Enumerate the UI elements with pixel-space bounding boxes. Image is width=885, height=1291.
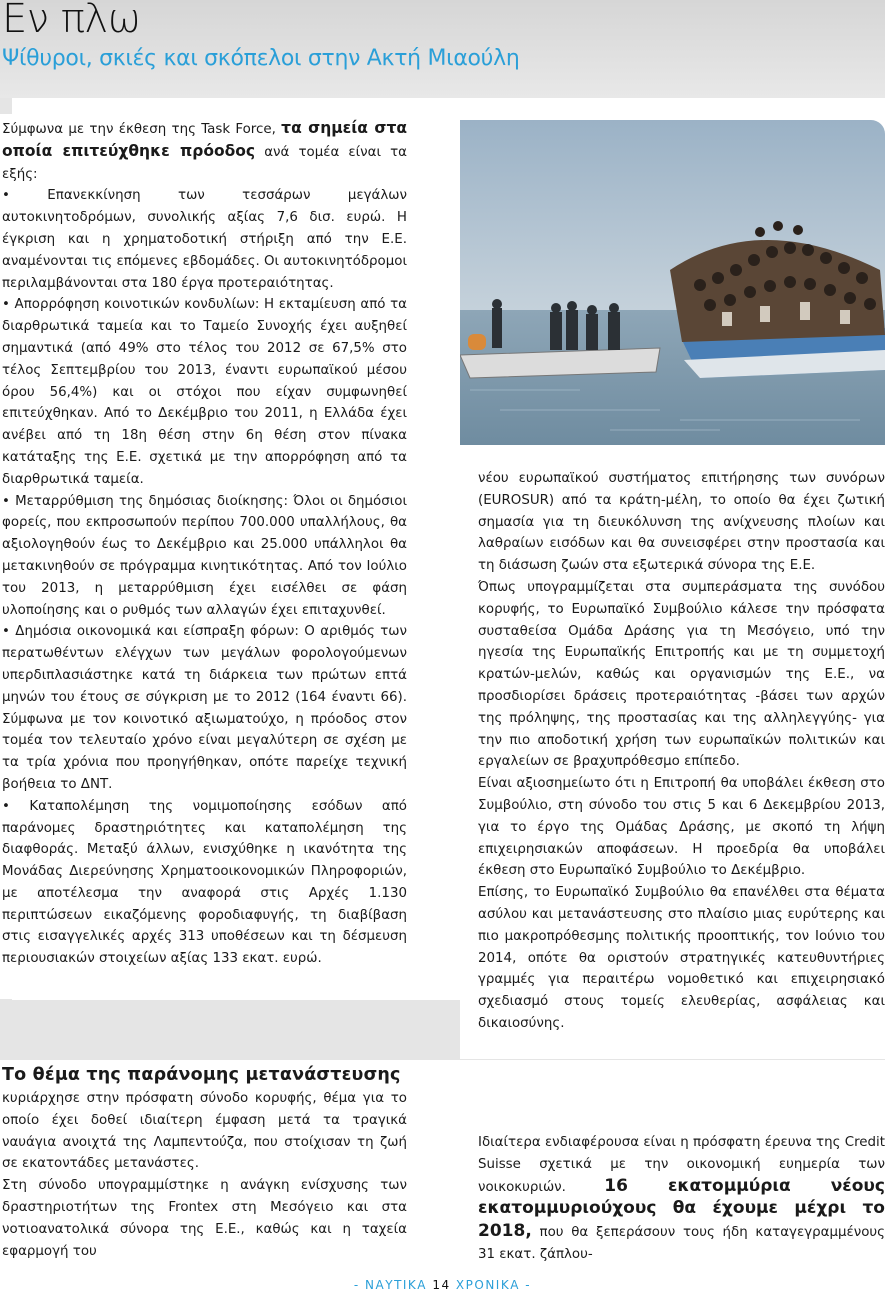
- right-column: [478, 468, 885, 1035]
- footer-left: - ΝΑΥΤΙΚΑ: [353, 1278, 433, 1291]
- left-bottom-paragraph: κυριάρχησε στην πρόσφατη σύνοδο κορυφής, θέμα για το οποίο έχει δοθεί ιδιαίτερη έμφαση μετά τα τραγικά ναυάγια ανοιχτά της Λαμπεντούζα, που στοίχισαν τη ζωή σε εκατοντάδες μετανάστες.: [2, 1091, 407, 1172]
- intro-text: Σύμφωνα με την έκθεση της Task Force,: [2, 122, 282, 137]
- section-heading: Το θέμα της παράνομης μετανάστευσης: [2, 1065, 401, 1085]
- intro-bold-text: τα σημεία στα οποία επιτεύχθηκε πρόοδος: [2, 119, 407, 160]
- intro-text-end: ανά τομέα είναι τα εξής:: [2, 144, 407, 182]
- page-title: Εν πλω: [2, 0, 141, 42]
- page-number: 14: [432, 1278, 451, 1291]
- right-paragraph: Είναι αξιοσημείωτο ότι η Επιτροπή θα υποβάλει έκθεση στο Συμβούλιο, στη σύνοδο του στις 5 και 6 Δεκεμβρίου 2013, για το έργο της Ομάδας Δράσης, με σκοπό τη λήψη επιχειρησιακών αποφάσεων. Η προεδρία θα υποβάλει έκθεση στο Ευρωπαϊκό Συμβούλιο το Δεκέμβριο.: [478, 776, 885, 879]
- photo-illustration: [460, 120, 885, 445]
- bullet-item: • Επανεκκίνηση των τεσσάρων μεγάλων αυτοκινητοδρόμων, συνολικής αξίας 7,6 δισ. ευρώ. Η έγκριση και η χρηματοδοτική στήριξη από την Ε.Ε. αναμένονται τις επόμενες εβδομάδες. Οι αυτοκινητόδρομοι περιλαμβάνονται στα 180 έργα προτεραιότητας.: [2, 188, 407, 291]
- bullet-item: • Μεταρρύθμιση της δημόσιας διοίκησης: Όλοι οι δημόσιοι φορείς, που εκπροσωπούν περίπου 700.000 υπαλλήλους, θα αξιολογηθούν έως το Δεκέμβριο και 25.000 υπάλληλοι θα μετακινηθούν σε πρόγραμμα κινητικότητας. Από τον Ιούλιο του 2013, η μεταρρύθμιση έχει εισέλθει σε φάση υλοποίησης και ο ρυθμός των αλλαγών έχει επιταχυνθεί.: [2, 493, 407, 618]
- left-column: [2, 118, 407, 970]
- intro-paragraph: [2, 118, 407, 185]
- migrant-boat-photo: [460, 120, 885, 445]
- left-bottom-paragraph: Στη σύνοδο υπογραμμίστηκε η ανάγκη ενίσχυσης των δραστηριοτήτων της Frontex στη Μεσόγειο και στα νοτιοανατολικά σύνορα της Ε.Ε., καθώς και η ταχεία εφαρμογή του: [2, 1178, 407, 1259]
- credit-suisse-text: Ιδιαίτερα ενδιαφέρουσα είναι η πρόσφατη έρευνα της Credit Suisse σχετικά με την οικονομική ευημερία των νοικοκυριών.: [478, 1135, 885, 1195]
- right-paragraph: Επίσης, το Ευρωπαϊκό Συμβούλιο θα επανέλθει στα θέματα ασύλου και μετανάστευσης στο πλαίσιο μιας ευρύτερης και πιο μακροπρόθεσμης πολιτικής προοπτικής, τον Ιούνιο του 2014, οπότε θα οριστούν στρατηγικές κατευθυντήριες γραμμές για περαιτέρω νομοθετικό και επιχειρησιακό σχεδιασμό στους τομείς ελευθερίας, ασφάλειας και δικαιοσύνης.: [478, 885, 885, 1031]
- millionaires-bold-text: 16 εκατομμύρια νέους εκατομμυριούχους θα έχουμε μέχρι το 2018,: [478, 1175, 885, 1242]
- credit-suisse-text-end: που θα ξεπεράσουν τους ήδη καταγεγραμμένους 31 εκατ. ζάπλου-: [478, 1225, 885, 1262]
- bullet-item: • Δημόσια οικονομικά και είσπραξη φόρων: Ο αριθμός των περατωθέντων ελέγχων των μεγάλων φορολογούμενων υπερδιπλασιάστηκε κατά τη διάρκεια των πρώτων επτά μηνών του έτους σε σύγκριση με το 2012 (164 έναντι 66). Σύμφωνα με τον κοινοτικό αξιωματούχο, η πρόοδος στον τομέα τον τελευταίο χρόνο είναι μεγαλύτερη σε σχέση με τα τρία χρόνια που προηγήθηκαν, οπότε παρείχε τεχνική βοήθεια το ΔΝΤ.: [2, 624, 407, 792]
- bullet-item: • Καταπολέμηση της νομιμοποίησης εσόδων από παράνομες δραστηριότητες και καταπολέμηση της διαφθοράς. Μεταξύ άλλων, ενισχύθηκε η ικανότητα της Μονάδας Διερεύνησης Χρηματοοικονομικών Πληροφοριών, με αποτέλεσμα την αναφορά στις Αρχές 1.130 περιπτώσεων εικαζόμενης φοροδιαφυγής, τη διαβίβαση στις εισαγγελικές αρχές 313 υποθέσεων και τη δέσμευση περιουσιακών στοιχείων αξίας 133 εκατ. ευρώ.: [2, 798, 407, 967]
- page-subtitle: Ψίθυροι, σκιές και σκόπελοι στην Ακτή Μιαούλη: [2, 46, 520, 71]
- right-paragraph: Όπως υπογραμμίζεται στα συμπεράσματα της συνόδου κορυφής, το Ευρωπαϊκό Συμβούλιο κάλεσε την πρόσφατα συσταθείσα Ομάδα Δράσης για τη Μεσόγειο, υπό την ηγεσία της Ευρωπαϊκής Επιτροπής και με τη συμμετοχή κρατών-μελών, καθώς και οργανισμών της Ε.Ε., να προσδιορίσει δράσεις προτεραιότητας -βάσει των αρχών της πρόληψης, της προστασίας και της αλληλεγγύης- για την πιο αποδοτική χρήση των ευρωπαϊκών πολιτικών και εργαλείων σε βραχυπρόθεσμο επίπεδο.: [478, 579, 885, 770]
- page-footer: [0, 1278, 885, 1291]
- right-paragraph: νέου ευρωπαϊκού συστήματος επιτήρησης των συνόρων (EUROSUR) από τα κράτη-μέλη, το οποίο θα έχει ζωτική σημασία για τη διευκόλυνση της ανίχνευσης πλοίων και λαθραίων εισόδων και θα συνεισφέρει στην προστασία και τη διάσωση ζωών στα εξωτερικά σύνορα της Ε.Ε.: [478, 471, 885, 574]
- right-bottom-paragraph: [478, 1132, 885, 1266]
- bullet-item: • Απορρόφηση κοινοτικών κονδυλίων: Η εκταμίευση από τα διαρθρωτικά ταμεία και το Ταμείο Συνοχής έχει αυξηθεί σημαντικά (από 49% στο τέλος του 2012 σε 67,5% στο τέλος Σεπτεμβρίου του 2013, έναντι ευρωπαϊκού μέσου όρου 56,4%) και οι στόχοι που είχαν συμφωνηθεί επιτεύχθηκαν. Από το Δεκέμβριο του 2011, η Ελλάδα έχει ανέβει από τη 18η θέση στην 6η θέση στον πίνακα κατάταξης της Ε.Ε. σχετικά με την απορρόφηση από τα διαρθρωτικά ταμεία.: [2, 297, 407, 487]
- left-bottom-column: [2, 1062, 407, 1262]
- right-bottom-column: [478, 1132, 885, 1266]
- footer-right: ΧΡΟΝΙΚΑ -: [450, 1278, 532, 1291]
